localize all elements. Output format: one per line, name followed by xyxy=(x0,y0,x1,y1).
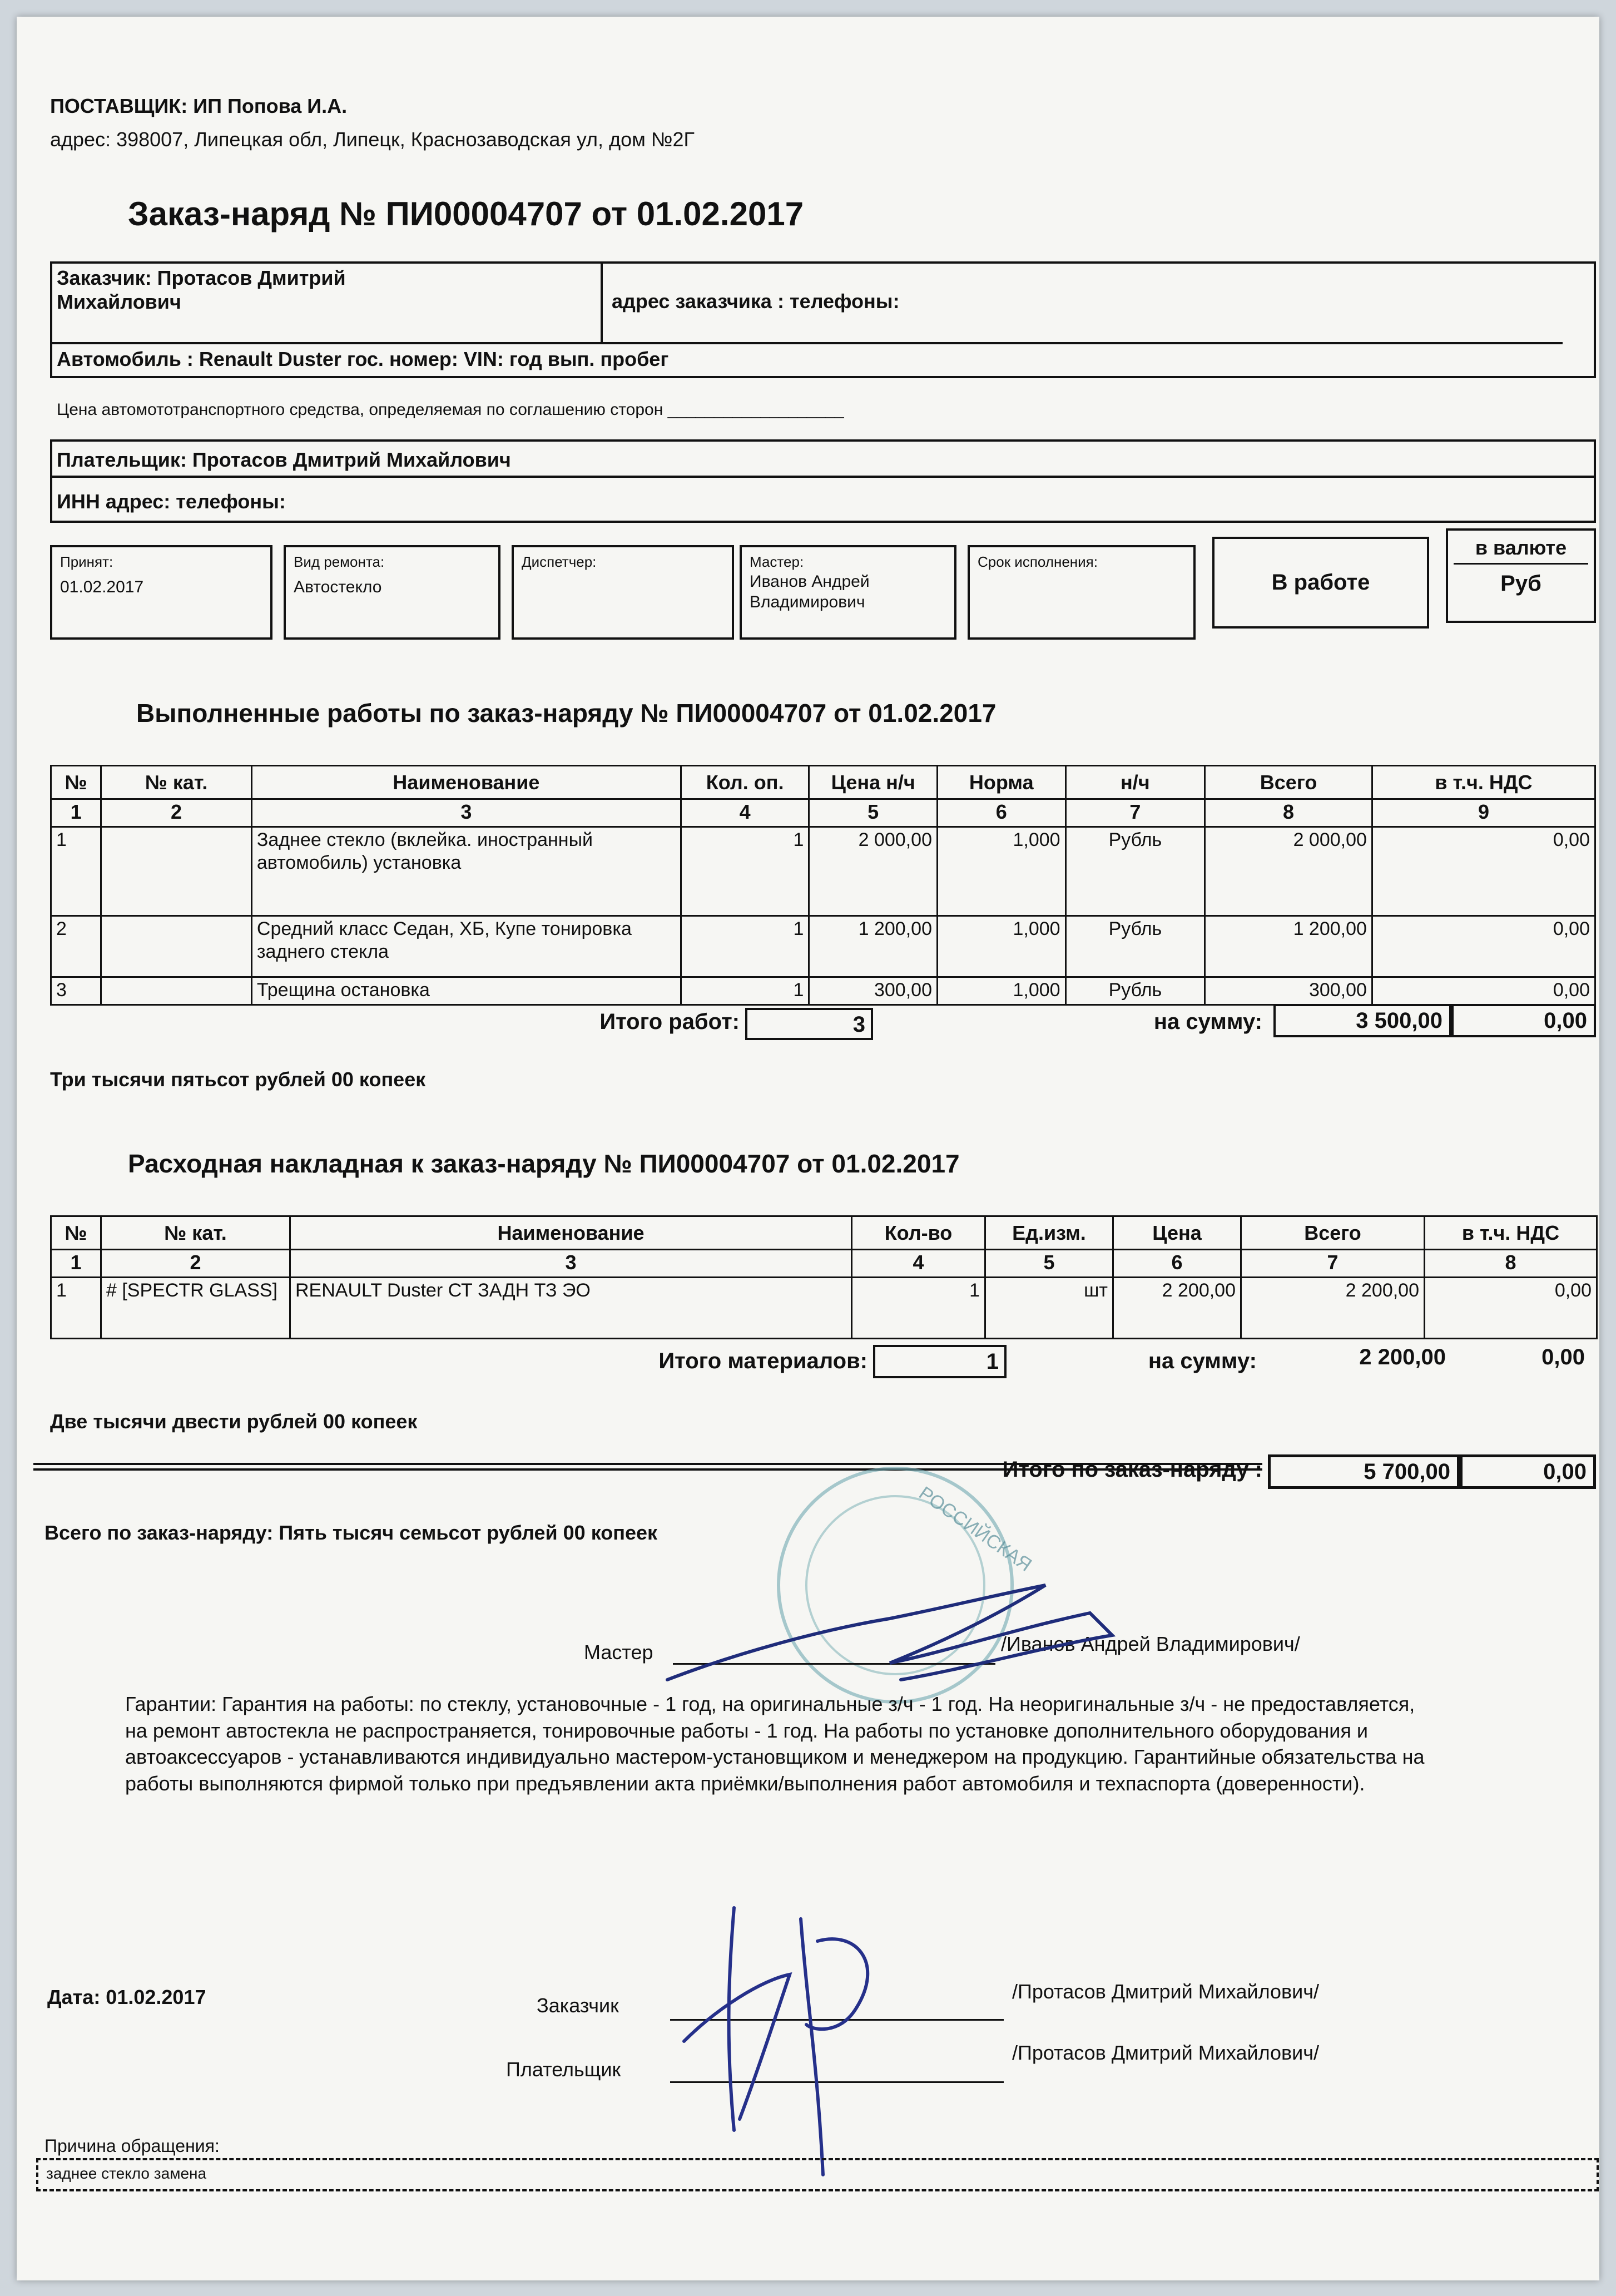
stamp-text: РОССИЙСКАЯ xyxy=(915,1482,1036,1576)
works-header-row xyxy=(51,766,1595,799)
warranty-text: Гарантии: Гарантия на работы: по стеклу, установочные - 1 год, на оригинальные з/ч - 1 год. На неоригинальные з/ч - не предоставляется, на ремонт автостекла не распространяется, тонировочные работы - 1 год. На работы по установке дополнительного оборудования и автоаксессуаров - устанавливаются индивидуально мастером-установщиком и менеджером на продукцию. Гарантийные обязательства на работы выполняются фирмой только при предъявлении акта приёмки/выполнения работ автомобиля и техпаспорта (доверенности). xyxy=(125,1693,1425,1795)
works-cell-vat: 0,00 xyxy=(1372,977,1595,1005)
materials-cell-vat: 0,00 xyxy=(1425,1278,1597,1339)
currency-value: Руб xyxy=(1500,571,1541,596)
reason-box xyxy=(36,2158,1599,2191)
works-cell-name: Средний класс Седан, ХБ, Купе тонировка заднего стекла xyxy=(251,916,681,977)
materials-table xyxy=(50,1215,1598,1339)
dispatcher-box xyxy=(512,545,734,640)
materials-in-words: Две тысячи двести рублей 00 копеек xyxy=(50,1410,418,1433)
table-row xyxy=(51,977,1595,1005)
table-row xyxy=(51,827,1595,916)
deadline-label: Срок исполнения: xyxy=(978,553,1098,570)
works-cell-n: 3 xyxy=(51,977,101,1005)
master-sign-name: /Иванов Андрей Владимирович/ xyxy=(1001,1632,1300,1655)
materials-colnum: 4 xyxy=(852,1250,985,1278)
materials-colnum: 7 xyxy=(1241,1250,1425,1278)
payer-inn: ИНН адрес: телефоны: xyxy=(57,490,286,513)
materials-header-row xyxy=(51,1216,1597,1250)
works-title: Выполненные работы по заказ-наряду № ПИ00004707 от 01.02.2017 xyxy=(136,699,997,728)
works-header-cell: Всего xyxy=(1205,766,1372,799)
status-box xyxy=(1212,537,1429,629)
currency-box xyxy=(1446,528,1596,623)
customer-sign-label: Заказчик xyxy=(537,1994,619,2017)
dispatcher-label: Диспетчер: xyxy=(522,553,597,570)
works-header-cell: Цена н/ч xyxy=(809,766,938,799)
deadline-box xyxy=(968,545,1196,640)
materials-colnum: 6 xyxy=(1113,1250,1241,1278)
works-cell-cat xyxy=(101,916,252,977)
currency-label: в валюте xyxy=(1475,536,1567,559)
works-sum-label: на сумму: xyxy=(1153,1010,1262,1034)
works-header-cell: Наименование xyxy=(251,766,681,799)
works-colnum: 9 xyxy=(1372,799,1595,827)
works-cell-norm: 1,000 xyxy=(937,916,1065,977)
works-header-cell: н/ч xyxy=(1065,766,1205,799)
works-sum-vat: 0,00 xyxy=(1451,1004,1596,1037)
customer-name: Заказчик: Протасов Дмитрий Михайлович xyxy=(57,266,346,314)
materials-total-label: Итого материалов: xyxy=(658,1349,868,1373)
works-cell-unit: Рубль xyxy=(1065,827,1205,916)
reason-value: заднее стекло замена xyxy=(46,2165,207,2182)
customer-sign-name: /Протасов Дмитрий Михайлович/ xyxy=(1012,1980,1320,2003)
materials-title: Расходная накладная к заказ-наряду № ПИ00004707 от 01.02.2017 xyxy=(128,1149,960,1178)
works-cell-qty: 1 xyxy=(681,827,809,916)
works-total-qty: 3 xyxy=(745,1008,873,1040)
grand-total-label: Итого по заказ-наряду : xyxy=(1002,1457,1262,1482)
works-cell-cat xyxy=(101,827,252,916)
works-in-words: Три тысячи пятьсот рублей 00 копеек xyxy=(50,1068,426,1091)
supplier-line: ПОСТАВЩИК: ИП Попова И.А. xyxy=(50,95,348,117)
works-cell-n: 1 xyxy=(51,827,101,916)
master-sign-label: Мастер xyxy=(584,1641,653,1664)
works-cell-name: Трещина остановка xyxy=(251,977,681,1005)
master-signature-scribble xyxy=(656,1563,1157,1708)
accepted-label: Принят: xyxy=(60,553,113,570)
works-colnum: 8 xyxy=(1205,799,1372,827)
materials-header-cell: Кол-во xyxy=(852,1216,985,1250)
works-cell-norm: 1,000 xyxy=(937,977,1065,1005)
works-colnum: 2 xyxy=(101,799,252,827)
works-colnum: 1 xyxy=(51,799,101,827)
materials-header-cell: № кат. xyxy=(101,1216,290,1250)
payer-divider xyxy=(50,476,1596,478)
customer-divider xyxy=(50,342,1563,344)
works-cell-cat xyxy=(101,977,252,1005)
works-colnum: 5 xyxy=(809,799,938,827)
materials-total-qty: 1 xyxy=(873,1345,1007,1378)
customer-col-divider xyxy=(601,264,603,342)
master-value-1: Иванов Андрей xyxy=(750,572,870,591)
works-header-cell: № кат. xyxy=(101,766,252,799)
materials-colnum: 1 xyxy=(51,1250,101,1278)
payer-name: Плательщик: Протасов Дмитрий Михайлович xyxy=(57,448,511,471)
materials-sum-total: 2 200,00 xyxy=(1359,1345,1446,1369)
materials-header-cell: в т.ч. НДС xyxy=(1425,1216,1597,1250)
materials-colnum: 5 xyxy=(985,1250,1113,1278)
materials-cell-name: RENAULT Duster СТ ЗАДН ТЗ ЭО xyxy=(290,1278,852,1339)
works-cell-price: 300,00 xyxy=(809,977,938,1005)
car-line: Автомобиль : Renault Duster гос. номер: VIN: год вып. пробег xyxy=(57,348,669,370)
works-table xyxy=(50,765,1596,1006)
works-cell-name: Заднее стекло (вклейка. иностранный автомобиль) установка xyxy=(251,827,681,916)
works-cell-price: 1 200,00 xyxy=(809,916,938,977)
works-cell-qty: 1 xyxy=(681,916,809,977)
grand-total-sum: 5 700,00 xyxy=(1268,1454,1460,1489)
materials-cell-unit: шт xyxy=(985,1278,1113,1339)
repair-type-value: Автостекло xyxy=(294,577,382,596)
materials-header-cell: Наименование xyxy=(290,1216,852,1250)
works-cell-total: 300,00 xyxy=(1205,977,1372,1005)
works-colnum: 6 xyxy=(937,799,1065,827)
works-colnum-row xyxy=(51,799,1595,827)
materials-header-cell: Цена xyxy=(1113,1216,1241,1250)
repair-type-label: Вид ремонта: xyxy=(294,553,385,570)
materials-cell-total: 2 200,00 xyxy=(1241,1278,1425,1339)
works-colnum: 3 xyxy=(251,799,681,827)
materials-header-cell: № xyxy=(51,1216,101,1250)
works-sum-total: 3 500,00 xyxy=(1273,1004,1451,1037)
materials-cell-qty: 1 xyxy=(852,1278,985,1339)
works-total-label: Итого работ: xyxy=(599,1010,740,1034)
repair-type-box xyxy=(284,545,500,640)
works-cell-total: 1 200,00 xyxy=(1205,916,1372,977)
master-value-2: Владимирович xyxy=(750,593,865,611)
works-cell-vat: 0,00 xyxy=(1372,827,1595,916)
supplier-address: адрес: 398007, Липецкая обл, Липецк, Краснозаводская ул, дом №2Г xyxy=(50,128,695,151)
works-cell-vat: 0,00 xyxy=(1372,916,1595,977)
reason-label: Причина обращения: xyxy=(44,2136,220,2156)
works-cell-unit: Рубль xyxy=(1065,916,1205,977)
status-badge: В работе xyxy=(1271,570,1370,595)
materials-cell-price: 2 200,00 xyxy=(1113,1278,1241,1339)
accepted-box xyxy=(50,545,272,640)
grand-total-vat: 0,00 xyxy=(1460,1454,1596,1489)
customer-address-phones: адрес заказчика : телефоны: xyxy=(612,290,900,313)
works-header-cell: Кол. оп. xyxy=(681,766,809,799)
works-header-cell: № xyxy=(51,766,101,799)
works-cell-norm: 1,000 xyxy=(937,827,1065,916)
works-colnum: 4 xyxy=(681,799,809,827)
materials-header-cell: Ед.изм. xyxy=(985,1216,1113,1250)
document-sheet xyxy=(17,17,1599,2280)
payer-sign-name: /Протасов Дмитрий Михайлович/ xyxy=(1012,2041,1320,2064)
accepted-value: 01.02.2017 xyxy=(60,577,144,596)
master-label: Мастер: xyxy=(750,553,804,570)
master-box xyxy=(740,545,956,640)
grand-total-in-words: Всего по заказ-наряду: Пять тысяч семьсот рублей 00 копеек xyxy=(44,1521,658,1544)
customer-signature-scribble xyxy=(673,1897,906,2186)
works-header-cell: в т.ч. НДС xyxy=(1372,766,1595,799)
materials-cell-cat: # [SPECTR GLASS] xyxy=(101,1278,290,1339)
works-cell-unit: Рубль xyxy=(1065,977,1205,1005)
materials-header-cell: Всего xyxy=(1241,1216,1425,1250)
table-row xyxy=(51,1278,1597,1339)
materials-colnum: 3 xyxy=(290,1250,852,1278)
page-title: Заказ-наряд № ПИ00004707 от 01.02.2017 xyxy=(128,195,804,232)
works-cell-qty: 1 xyxy=(681,977,809,1005)
works-cell-total: 2 000,00 xyxy=(1205,827,1372,916)
works-colnum: 7 xyxy=(1065,799,1205,827)
materials-sum-label: на сумму: xyxy=(1148,1349,1257,1373)
materials-colnum: 8 xyxy=(1425,1250,1597,1278)
works-cell-price: 2 000,00 xyxy=(809,827,938,916)
works-header-cell: Норма xyxy=(937,766,1065,799)
works-cell-n: 2 xyxy=(51,916,101,977)
materials-colnum-row xyxy=(51,1250,1597,1278)
table-row xyxy=(51,916,1595,977)
price-agreement: Цена автомототранспортного средства, определяемая по соглашению сторон ___________________ xyxy=(57,400,844,419)
materials-sum-vat: 0,00 xyxy=(1541,1345,1585,1369)
payer-sign-label: Плательщик xyxy=(506,2058,621,2081)
materials-cell-n: 1 xyxy=(51,1278,101,1339)
document-date: Дата: 01.02.2017 xyxy=(47,1986,206,2008)
materials-colnum: 2 xyxy=(101,1250,290,1278)
